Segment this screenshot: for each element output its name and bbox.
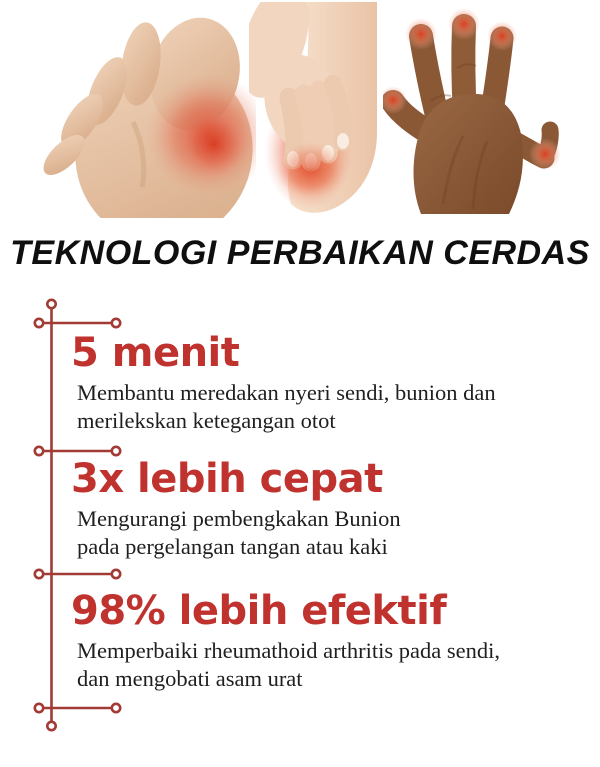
feature-description-line2: pada pergelangan tangan atau kaki bbox=[77, 534, 388, 559]
feature-item-5-menit bbox=[71, 331, 591, 435]
ankle-heel-pain-image bbox=[249, 2, 381, 218]
feature-title: 98% lebih efektif bbox=[71, 588, 447, 634]
feature-item-3x-lebih-cepat bbox=[71, 457, 591, 561]
feature-item-98-lebih-efektif bbox=[71, 589, 591, 693]
feature-description-line1: Memperbaiki rheumathoid arthritis pada sendi, bbox=[77, 638, 501, 663]
arthritic-hand-image bbox=[383, 6, 561, 214]
feature-description bbox=[77, 379, 591, 435]
feature-title: 5 menit bbox=[71, 330, 240, 376]
hero-section bbox=[0, 0, 600, 222]
feature-description bbox=[77, 637, 591, 693]
feature-description-line2: dan mengobati asam urat bbox=[77, 666, 303, 691]
feature-title: 3x lebih cepat bbox=[71, 456, 383, 502]
feature-description-line1: Mengurangi pembengkakan Bunion bbox=[77, 506, 401, 531]
foot-bunion-image bbox=[38, 2, 256, 218]
feature-description-line2: merilekskan ketegangan otot bbox=[77, 408, 336, 433]
feature-description-line1: Membantu meredakan nyeri sendi, bunion dan bbox=[77, 380, 496, 405]
feature-description bbox=[77, 505, 591, 561]
section-title: TEKNOLOGI PERBAIKAN CERDAS bbox=[10, 234, 590, 272]
